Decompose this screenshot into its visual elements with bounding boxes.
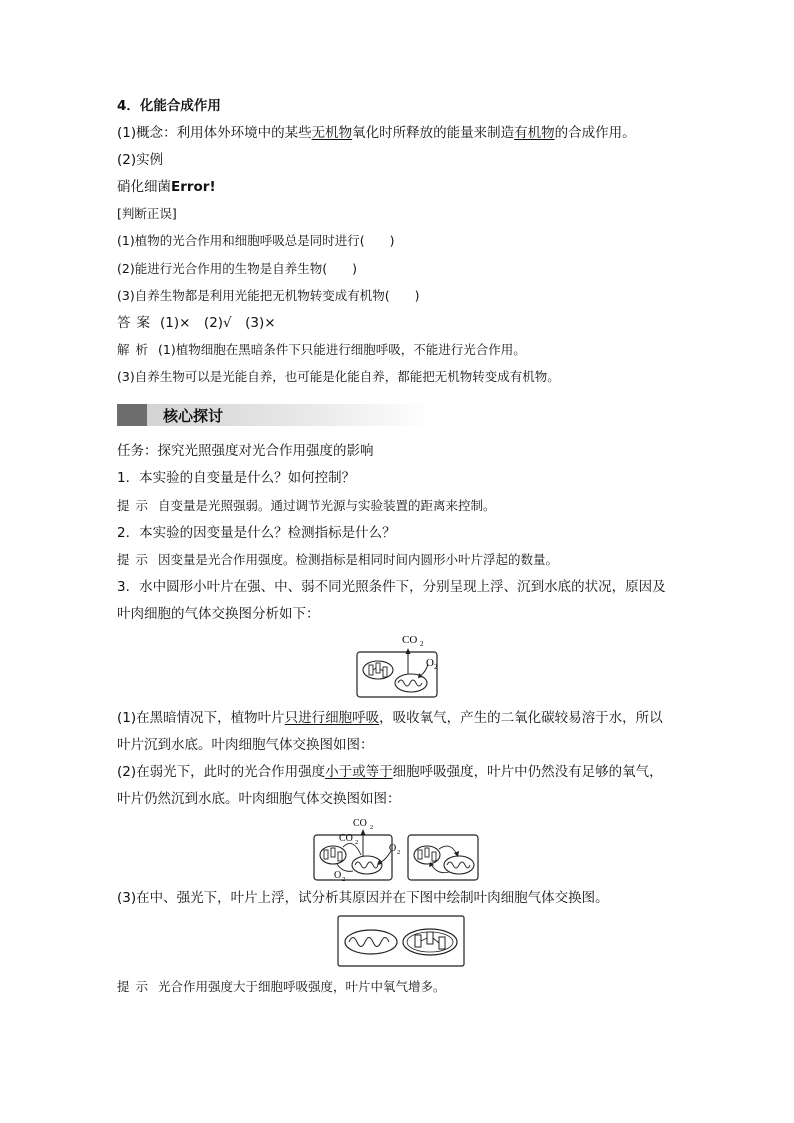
answer-line: 答案 (1)× (2)√ (3)× [117, 315, 276, 331]
error-text: Error! [171, 179, 216, 195]
para-3-line-1: (3)在中、强光下，叶片上浮，试分析其原因并在下图中绘制叶肉细胞气体交换图。 [117, 890, 609, 906]
question-1: 1．本实验的自变量是什么？如何控制？ [117, 470, 356, 486]
chloroplast-icon [403, 929, 457, 955]
judge-question-2: (2)能进行光合作用的生物是自养生物( ) [117, 261, 357, 276]
question-3-line-1: 3．水中圆形小叶片在强、中、弱不同光照条件下，分别呈现上浮、沉到水底的状况，原因及 [117, 579, 666, 595]
question-2: 2．本实验的因变量是什么？检测指标是什么？ [117, 525, 396, 541]
chloroplast-icon [320, 846, 346, 864]
core-banner [117, 404, 433, 426]
section-heading: 4．化能合成作用 [117, 98, 221, 114]
chloroplast-icon [414, 846, 440, 864]
svg-text:2: 2 [370, 824, 374, 831]
co2-subscript: 2 [420, 640, 424, 648]
co2-label: CO [402, 634, 418, 646]
underlined-term: 有机物 [514, 125, 555, 141]
judge-question-1: (1)植物的光合作用和细胞呼吸总是同时进行( ) [117, 233, 395, 248]
task-line: 任务：探究光照强度对光合作用强度的影响 [117, 443, 374, 459]
question-3-line-2: 叶肉细胞的气体交换图分析如下： [117, 606, 320, 622]
underlined-term: 无机物 [311, 125, 353, 141]
mitochondrion-icon [444, 856, 474, 874]
gas-exchange-diagram-dark [356, 628, 438, 698]
banner-title: 核心探讨 [163, 407, 224, 425]
judge-question-3: (3)自养生物都是利用光能把无机物转变成有机物( ) [117, 288, 420, 303]
example-label: (2)实例 [117, 152, 164, 168]
bacteria-line: 硝化细菌Error! [117, 179, 216, 195]
para-2-line-1: (2)在弱光下，此时的光合作用强度小于或等于细胞呼吸强度，叶片中仍然没有足够的氧气， [117, 764, 663, 780]
o2-subscript: 2 [434, 663, 438, 671]
analysis-line-2: (3)自养生物可以是光能自养，也可能是化能自养，都能把无机物转变成有机物。 [117, 369, 560, 384]
gas-exchange-diagram-weak-light [313, 815, 479, 881]
para-1-line-1: (1)在黑暗情况下，植物叶片只进行细胞呼吸，吸收氧气，产生的二氧化碳较易溶于水，所以 [117, 710, 663, 726]
svg-text:2: 2 [355, 839, 359, 846]
mitochondrion-icon [352, 856, 382, 874]
chloroplast-icon [363, 661, 393, 679]
o2-label: O [426, 657, 434, 669]
hint-1: 提示 自变量是光照强弱。通过调节光源与实验装置的距离来控制。 [117, 498, 496, 513]
analysis-line-1: 解析 (1)植物细胞在黑暗条件下只能进行细胞呼吸，不能进行光合作用。 [117, 342, 526, 357]
mitochondrion-icon [345, 930, 397, 954]
o2-label: O [389, 843, 397, 854]
judge-title: [判断正误] [117, 206, 177, 221]
gas-exchange-diagram-blank [337, 915, 465, 967]
hint-3: 提示 光合作用强度大于细胞呼吸强度，叶片中氧气增多。 [117, 979, 446, 994]
co2-label-inner: CO [339, 833, 353, 844]
svg-text:2: 2 [342, 876, 346, 881]
o2-label-inner: O [334, 870, 342, 881]
banner-accent [117, 404, 147, 426]
para-2-line-2: 叶片仍然沉到水底。叶肉细胞气体交换图如图： [117, 791, 401, 807]
svg-text:2: 2 [397, 849, 401, 856]
co2-label: CO [353, 818, 367, 829]
hint-2: 提示 因变量是光合作用强度。检测指标是相同时间内圆形小叶片浮起的数量。 [117, 552, 559, 567]
concept-line: (1)概念：利用体外环境中的某些无机物氧化时所释放的能量来制造有机物的合成作用。 [117, 125, 636, 141]
para-1-line-2: 叶片沉到水底。叶肉细胞气体交换图如图： [117, 737, 374, 753]
